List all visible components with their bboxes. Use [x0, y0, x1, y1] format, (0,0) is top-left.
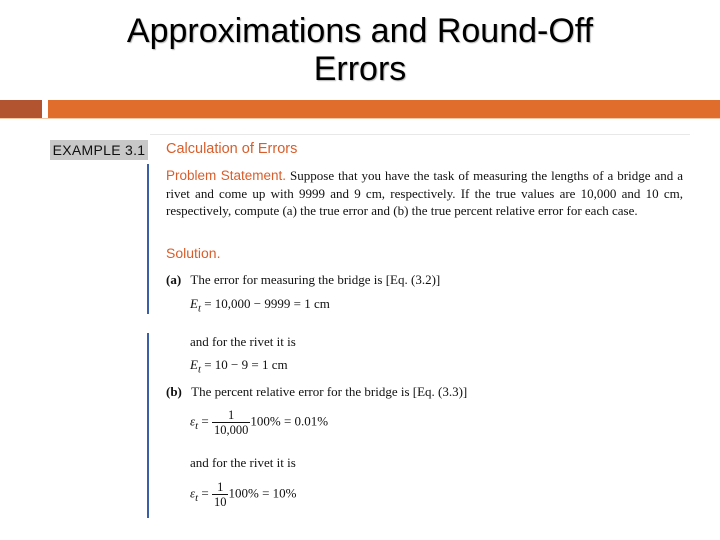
equation-rivet-percent: [190, 480, 296, 509]
problem-text: Suppose that you have the task of measuring the lengths of a bridge and a rivet and come up with 9999 and 9 cm, respectively. If the true values are 10,000 and 10 cm, respectively, compute (a) the true error and (b) the true percent relative error for each case.: [166, 168, 683, 218]
eq1-subscript: t: [197, 302, 201, 315]
part-b-line: [166, 384, 467, 400]
eq2-subscript: t: [197, 363, 201, 376]
part-a-line: [166, 272, 440, 288]
eq1-symbol: E: [190, 296, 198, 311]
equation-rivet-error: [190, 357, 288, 376]
header-bar-left: [0, 100, 42, 118]
example-title: Calculation of Errors: [166, 141, 298, 157]
margin-rule-upper: [147, 164, 149, 314]
rivet-intro-1: and for the rivet it is: [190, 334, 296, 349]
eq3-symbol: ε: [190, 413, 196, 429]
solution-heading: Solution.: [166, 245, 221, 261]
slide-title-line-1: Approximations and Round-Off: [126, 12, 594, 50]
slide-title: [0, 12, 720, 88]
eq2-symbol: E: [190, 357, 198, 372]
problem-heading: Problem Statement.: [166, 168, 287, 183]
eq4-fraction: [212, 480, 229, 509]
example-label: EXAMPLE 3.1: [50, 140, 148, 160]
eq3-numerator: 1: [228, 408, 235, 422]
eq2-rhs: = 10 − 9 = 1 cm: [204, 357, 288, 372]
eq3-rhs: 100% = 0.01%: [250, 413, 329, 429]
part-b-text: The percent relative error for the bridge is [Eq. (3.3)]: [191, 384, 468, 399]
eq4-subscript: t: [195, 492, 199, 505]
eq4-symbol: ε: [190, 485, 196, 501]
eq3-subscript: t: [195, 420, 199, 433]
eq4-numerator: 1: [217, 480, 224, 494]
part-a-text: The error for measuring the bridge is [Eq. (3.2)]: [190, 272, 441, 287]
margin-rule-lower: [147, 333, 149, 518]
problem-statement: [166, 167, 683, 220]
header-underline: [0, 118, 720, 119]
eq3-denominator: 10,000: [213, 423, 249, 437]
eq1-rhs: = 10,000 − 9999 = 1 cm: [204, 296, 330, 311]
equation-bridge-error: [190, 296, 330, 315]
eq3-fraction: [212, 408, 250, 437]
rivet-intro-2: and for the rivet it is: [190, 455, 296, 470]
eq4-equals: =: [201, 485, 209, 501]
part-b-label: (b): [166, 384, 182, 399]
slide-title-line-2: Errors: [313, 50, 407, 88]
example-top-rule: [150, 134, 690, 135]
eq3-equals: =: [201, 413, 209, 429]
eq4-rhs: 100% = 10%: [228, 485, 297, 501]
header-bar-right: [48, 100, 720, 118]
equation-bridge-percent: [190, 408, 328, 437]
eq4-denominator: 10: [213, 495, 227, 509]
part-a-label: (a): [166, 272, 182, 287]
